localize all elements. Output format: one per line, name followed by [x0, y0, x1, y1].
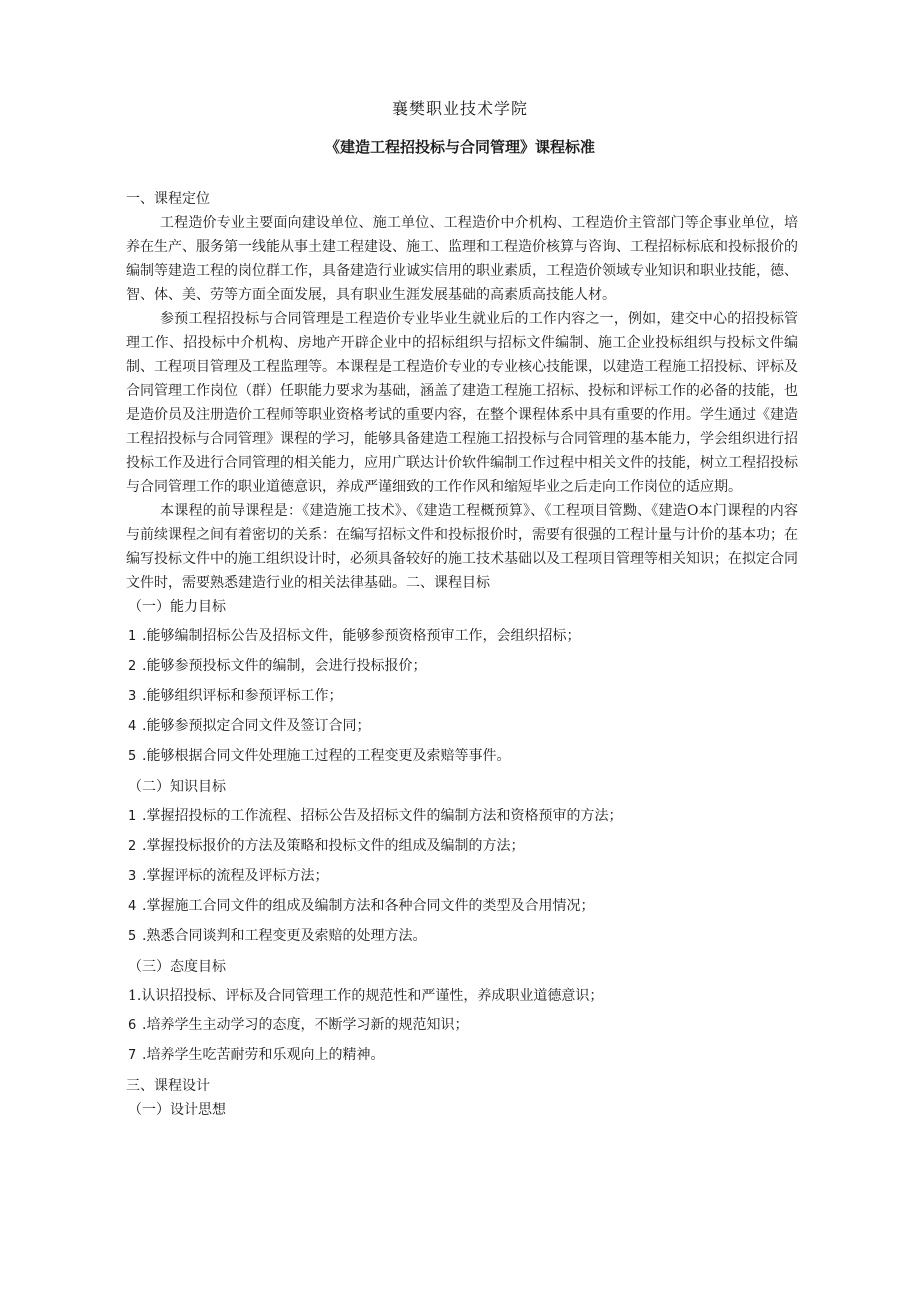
list-item-text: .熟悉合同谈判和工程变更及索赔的处理方法。: [142, 928, 427, 944]
list-item-text: .能够参预拟定合同文件及签订合同；: [142, 718, 371, 734]
list-item-text: .培养学生吃苦耐劳和乐观向上的精神。: [142, 1047, 385, 1063]
list-item: [126, 1043, 798, 1068]
list-item-text: 1.认识招投标、评标及合同管理工作的规范性和严谨性，养成职业道德意识；: [128, 988, 604, 1004]
paragraph-positioning-2: 参预工程招投标与合同管理是工程造价专业毕业生就业后的工作内容之一，例如，建交中心的招投标管理工作、招投标中介机构、房地产开辟企业中的招标组织与招标文件编制、施工企业投标组织与投标文件编制、工程项目管理及工程监理等。本课程是工程造价专业的专业核心技能课，以建造工程施工招投标、评标及合同管理工作岗位（群）任职能力要求为基础，涵盖了建造工程施工招标、投标和评标工作的必备的技能，也是造价员及注册造价工程师等职业资格考试的重要内容，在整个课程体系中具有重要的作用。学生通过《建造工程招投标与合同管理》课程的学习，能够具备建造工程施工招投标与合同管理的基本能力，学会组织进行招投标工作及进行合同管理的相关能力，应用广联达计价软件编制工作过程中相关文件的技能，树立工程招投标与合同管理工作的职业道德意识，养成严谨细致的工作作风和缩短毕业之后走向工作岗位的适应期。: [126, 311, 798, 495]
list-item-text: .掌握投标报价的方法及策略和投标文件的组成及编制的方法；: [142, 838, 525, 854]
list-item-number: 5: [128, 749, 137, 764]
list-item: [126, 924, 798, 949]
list-item: [126, 624, 798, 649]
list-item: [126, 684, 798, 709]
list-item-text: .掌握评标的流程及评标方法；: [142, 868, 329, 884]
list-item-text: .能够根据合同文件处理施工过程的工程变更及索赔等事件。: [142, 748, 511, 764]
list-item-number: 3: [128, 869, 137, 884]
subheading-knowledge-goals: （二）知识目标: [128, 779, 226, 795]
list-item: [126, 804, 798, 829]
list-item-number: 6: [128, 1018, 137, 1033]
list-item-number: 2: [128, 839, 137, 854]
paragraph-positioning-1: 工程造价专业主要面向建设单位、施工单位、工程造价中介机构、工程造价主管部门等企事业单位，培养在生产、服务第一线能从事土建工程建设、施工、监理和工程造价核算与咨询、工程招标标底和投标报价的编制等建造工程的岗位群工作，具备建造行业诚实信用的职业素质，工程造价领域专业知识和职业技能，德、智、体、美、劳等方面全面发展，具有职业生涯发展基础的高素质高技能人材。: [126, 215, 798, 303]
list-item: [126, 894, 798, 919]
list-item-number: 1: [128, 809, 137, 824]
subheading-ability-goals: （一）能力目标: [128, 599, 226, 615]
list-item: [126, 744, 798, 769]
list-item: [126, 654, 798, 679]
list-item-number: 4: [128, 719, 137, 734]
list-item-text: .培养学生主动学习的态度，不断学习新的规范知识；: [142, 1017, 469, 1033]
section-heading-design: 三、课程设计: [126, 1078, 210, 1094]
school-name: 襄樊职业技术学院: [391, 99, 528, 118]
list-item-number: 5: [128, 929, 137, 944]
subheading-design-idea: （一）设计思想: [128, 1102, 226, 1118]
list-item: [126, 834, 798, 859]
list-item-text: .能够组织评标和参预评标工作；: [142, 688, 343, 704]
paragraph-positioning-3: 本课程的前导课程是：《建造施工技术》、《建造工程概预算》、《工程项目管黝、《建造O本门课程的内容与前续课程之间有着密切的关系：在编写招标文件和投标报价时，需要有很强的工程计量与计价的基本功；在编写投标文件中的施工组织设计时，必须具备较好的施工技术基础以及工程项目管理等相关知识；在拟定合同文件时，需要熟悉建造行业的相关法律基础。二、课程目标: [126, 503, 798, 591]
list-item-number: 7: [128, 1048, 137, 1063]
list-item-text: .掌握招投标的工作流程、招标公告及招标文件的编制方法和资格预审的方法；: [142, 808, 623, 824]
subheading-attitude-goals: （三）态度目标: [128, 959, 226, 975]
list-item-text: .能够参预投标文件的编制，会进行投标报价；: [142, 658, 427, 674]
list-item: [126, 864, 798, 889]
section-heading-positioning: 一、课程定位: [126, 191, 210, 207]
list-item-number: 2: [128, 659, 137, 674]
list-item-number: 1: [128, 629, 137, 644]
list-item-text: .能够编制招标公告及招标文件，能够参预资格预审工作，会组织招标；: [142, 628, 581, 644]
document-body: [126, 187, 798, 1122]
list-item: [126, 1013, 798, 1038]
list-item: [126, 714, 798, 739]
list-item-number: 3: [128, 689, 137, 704]
course-title: 《建造工程招投标与合同管理》课程标准: [324, 138, 595, 156]
list-item-number: 4: [128, 899, 137, 914]
list-item-text: .掌握施工合同文件的组成及编制方法和各种合同文件的类型及合用情况；: [142, 898, 595, 914]
list-item: [126, 984, 798, 1008]
